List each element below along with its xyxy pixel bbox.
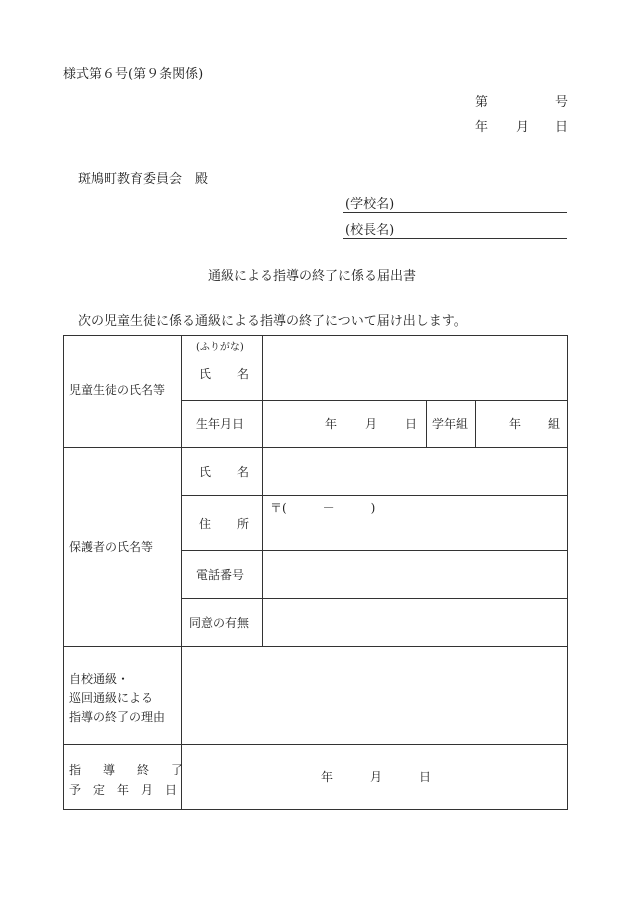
birth-month-unit: 月	[365, 417, 378, 431]
grade-field[interactable]	[476, 401, 568, 448]
birth-year-unit: 年	[325, 417, 338, 431]
address-label: 住 所	[199, 517, 249, 531]
grade-label-cell	[427, 401, 476, 448]
birth-date-field[interactable]	[263, 401, 427, 448]
end-year-unit: 年	[321, 770, 334, 784]
end-date-label-line-1: 指導終了	[69, 763, 206, 777]
furigana-label: (ふりがな)	[196, 342, 244, 353]
guardian-name-label: 氏 名	[199, 465, 249, 479]
consent-field[interactable]	[263, 599, 568, 647]
student-header-cell	[64, 336, 182, 448]
grade-class-unit: 組	[548, 417, 561, 431]
birth-label: 生年月日	[196, 417, 245, 431]
form-table	[63, 335, 568, 810]
end-day-unit: 日	[419, 770, 432, 784]
reason-label-line-1: 自校通級・	[69, 672, 130, 686]
guardian-header-cell	[64, 448, 182, 647]
furigana-name-label-cell	[182, 336, 263, 401]
guardian-header: 保護者の氏名等	[69, 540, 154, 554]
address-field[interactable]	[263, 496, 568, 551]
date-year: 年	[475, 120, 489, 135]
reason-label-line-2: 巡回通級による	[69, 691, 154, 705]
consent-label: 同意の有無	[189, 616, 250, 630]
birth-label-cell	[182, 401, 263, 448]
reason-label-cell	[64, 647, 182, 745]
intro-text: 次の児童生徒に係る通級による指導の終了について届け出します。	[78, 314, 467, 329]
consent-label-cell	[182, 599, 263, 647]
form-number: 様式第６号(第９条関係)	[63, 67, 204, 82]
phone-label: 電話番号	[196, 568, 245, 582]
student-header: 児童生徒の氏名等	[69, 383, 166, 397]
end-date-label-cell	[64, 745, 206, 810]
grade-year-unit: 年	[509, 417, 522, 431]
student-name-field[interactable]	[263, 336, 568, 401]
birth-day-unit: 日	[405, 417, 418, 431]
reason-field[interactable]	[182, 647, 568, 745]
end-date-field[interactable]	[182, 745, 568, 810]
guardian-name-field[interactable]	[263, 448, 568, 496]
postal-code: 〒( － )	[270, 501, 376, 515]
date-day: 日	[555, 120, 569, 135]
doc-number-dai: 第	[475, 95, 489, 110]
end-date-label-line-2: 予定年月日	[69, 783, 190, 797]
grade-label: 学年組	[432, 417, 469, 431]
date-month: 月	[516, 120, 530, 135]
document-title: 通級による指導の終了に係る届出書	[208, 269, 417, 284]
address-label-cell	[182, 496, 263, 551]
student-name-label: 氏 名	[199, 367, 249, 381]
doc-number-gou: 号	[555, 95, 569, 110]
school-name-label: (学校名)	[345, 197, 395, 212]
school-name-underline	[343, 212, 567, 213]
reason-label-line-3: 指導の終了の理由	[69, 710, 166, 724]
principal-name-underline	[343, 238, 567, 239]
guardian-name-label-cell	[182, 448, 263, 496]
principal-name-label: (校長名)	[345, 223, 395, 238]
end-month-unit: 月	[370, 770, 383, 784]
phone-field[interactable]	[263, 551, 568, 599]
addressee: 斑鳩町教育委員会 殿	[78, 172, 209, 187]
phone-label-cell	[182, 551, 263, 599]
